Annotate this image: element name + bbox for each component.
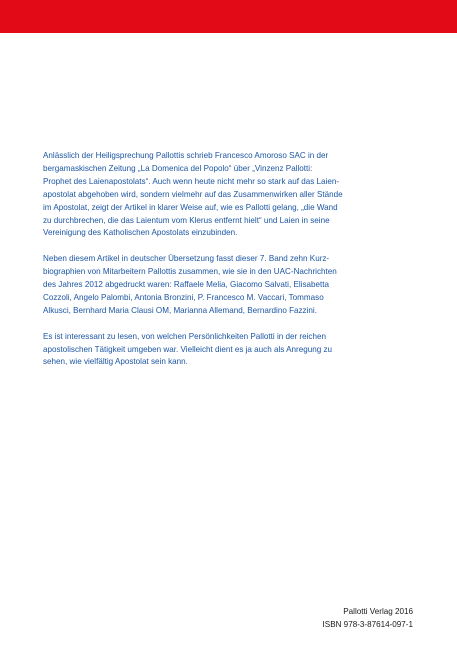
publisher-imprint [323,605,413,631]
text-line: Cozzoli, Angelo Palombi, Antonia Bronzini, P. Francesco M. Vaccari, Tommaso [43,292,324,302]
text-line: Es ist interessant zu lesen, von welchen Persönlichkeiten Pallotti in der reichen [43,331,326,341]
text-line: zu durchbrechen, die das Laientum vom Klerus entfernt hielt“ und Laien in seine [43,215,330,225]
text-line: des Jahres 2012 abgedruckt waren: Raffaele Melia, Giacomo Salvati, Elisabetta [43,280,329,290]
text-line: apostolischen Tätigkeit umgeben war. Vielleicht dient es ja auch als Anregung zu [43,344,333,354]
text-line: bergamaskischen Zeitung „La Domenica del Popolo“ über „Vinzenz Pallotti: [43,163,313,173]
text-line: biographien von Mitarbeitern Pallottis zusammen, wie sie in den UAC-Nachrichten [43,267,337,277]
text-line: im Apostolat, zeigt der Artikel in klarer Weise auf, wie es Pallotti gelang, „die Wand [43,202,338,212]
text-line: apostolat abgehoben wird, sondern vielmehr auf das Zusammenwirken aller Stände [43,189,343,199]
text-line: Neben diesem Artikel in deutscher Übersetzung fasst dieser 7. Band zehn Kurz- [43,254,330,264]
text-line: sehen, wie vielfältig Apostolat sein kann. [43,357,188,367]
text-line: Alkusci, Bernhard Maria Clausi OM, Marianna Allemand, Bernardino Fazzini. [43,305,317,315]
isbn-number: ISBN 978-3-87614-097-1 [322,620,413,629]
blurb-text [43,150,413,382]
text-line: Prophet des Laienapostolats“. Auch wenn heute nicht mehr so stark auf das Laien- [43,176,340,186]
text-line: Anlässlich der Heiligsprechung Pallottis schrieb Francesco Amoroso SAC in der [43,151,329,160]
publisher-name: Pallotti Verlag 2016 [343,607,413,616]
paragraph-biographies [43,253,413,318]
paragraph-closing [43,331,413,370]
text-line: Vereinigung des Katholischen Apostolats einzubinden. [43,228,238,238]
top-color-band [0,0,457,33]
paragraph-intro [43,150,413,240]
